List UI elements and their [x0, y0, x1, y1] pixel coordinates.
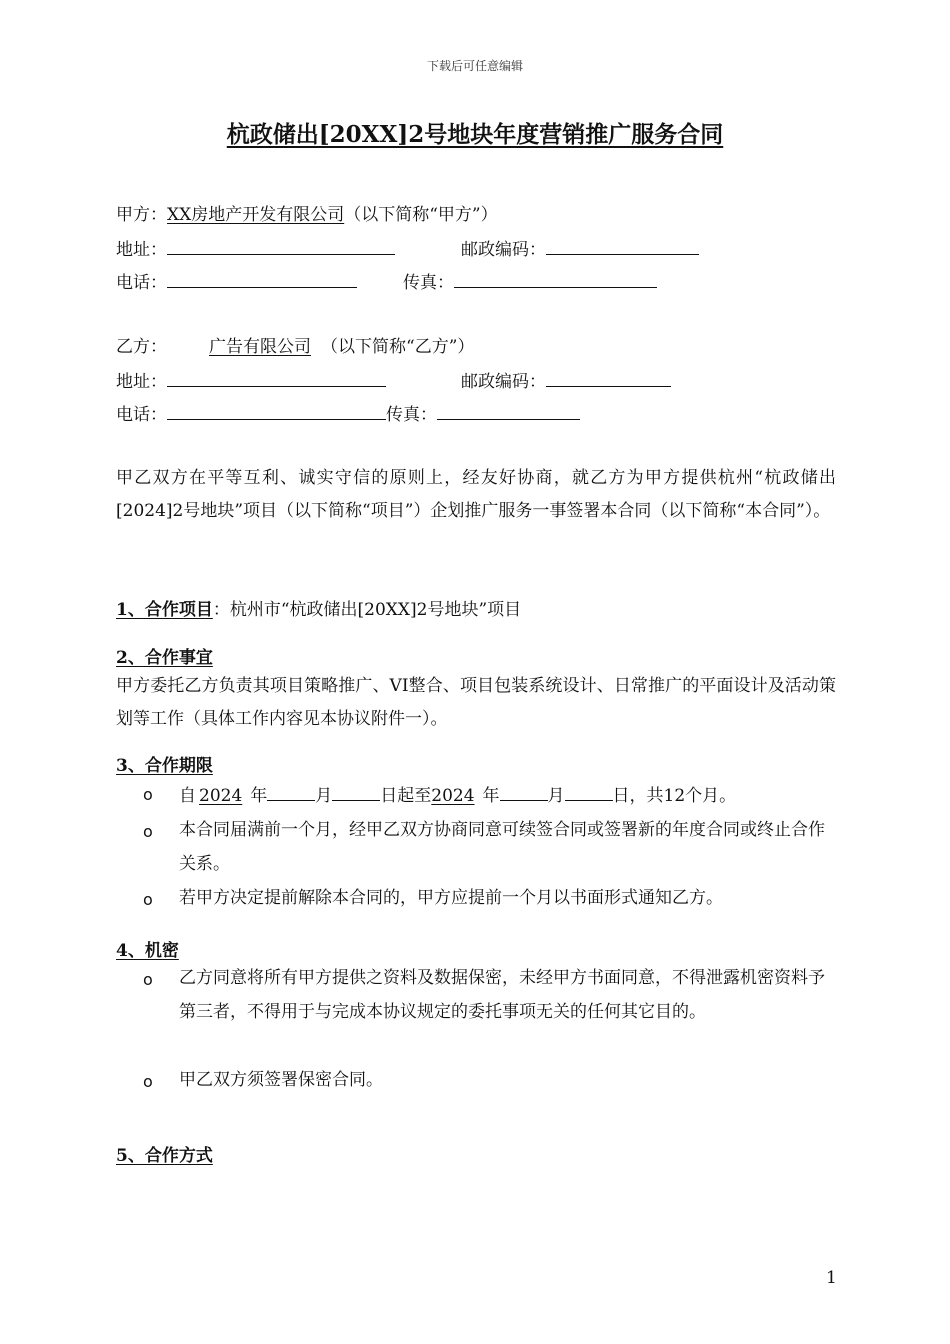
party-a-address-line — [116, 238, 395, 260]
party-b-alias: （以下简称“乙方”） — [321, 337, 475, 357]
party-a-label: 甲方： — [116, 205, 167, 225]
party-a-fax-label: 传真： — [403, 273, 454, 293]
contract-title-text: 杭政储出[20XX]2号地块年度营销推广服务合同 — [226, 121, 724, 148]
party-b-label: 乙方： — [116, 337, 167, 357]
term-month-label-2: 月 — [547, 786, 565, 806]
party-b-name-line — [116, 337, 474, 357]
term-year-label: 年 — [250, 786, 268, 806]
party-a-name-line — [116, 205, 498, 225]
term-month-label: 月 — [315, 786, 333, 806]
section2-text: 甲方委托乙方负责其项目策略推广、VI整合、项目包装系统设计、日常推广的平面设计及活动策划等工作（具体工作内容见本协议附件一）。 — [116, 676, 836, 729]
party-b-postcode-blank[interactable] — [546, 370, 671, 387]
party-b-address-label: 地址： — [116, 372, 167, 392]
party-b-phone-line — [116, 403, 580, 425]
bullet-marker: o — [143, 1072, 153, 1091]
section3-item: 本合同届满前一个月，经甲乙双方协商同意可续签合同或签署新的年度合同或终止合作关系。 — [179, 820, 825, 874]
party-b-name: 广告有限公司 — [209, 337, 311, 357]
term-start-month-blank[interactable] — [267, 784, 315, 801]
section3-heading: 3、合作期限 — [116, 756, 213, 776]
party-b-address-blank[interactable] — [167, 370, 386, 387]
party-a-postcode-blank[interactable] — [546, 238, 699, 255]
party-a-postcode-label: 邮政编码： — [461, 240, 546, 260]
party-a-postcode-line — [461, 238, 699, 260]
term-end-month-blank[interactable] — [500, 784, 548, 801]
section1-heading: 1、合作项目 — [116, 600, 213, 620]
party-b-fax-label: 传真： — [386, 405, 437, 425]
bullet-marker: o — [143, 970, 153, 989]
party-a-phone-line — [116, 271, 357, 293]
term-date-line — [179, 784, 736, 806]
intro-paragraph: 甲乙双方在平等互利、诚实守信的原则上，经友好协商，就乙方为甲方提供杭州“杭政储出[2024]2号地块”项目（以下简称“项目”）企划推广服务一事签署本合同（以下简称“本合同”）。 — [116, 468, 836, 521]
party-a-phone-blank[interactable] — [167, 271, 357, 288]
party-b-postcode-label: 邮政编码： — [461, 372, 546, 392]
bullet-marker: o — [143, 785, 153, 804]
party-b-postcode-line — [461, 370, 671, 392]
party-a-fax-blank[interactable] — [454, 271, 657, 288]
party-a-name: XX房地产开发有限公司 — [167, 205, 345, 225]
section3-item: 若甲方决定提前解除本合同的，甲方应提前一个月以书面形式通知乙方。 — [179, 888, 723, 908]
section4-item: 甲乙双方须签署保密合同。 — [179, 1070, 383, 1090]
party-a-phone-label: 电话： — [116, 273, 167, 293]
party-b-phone-blank[interactable] — [167, 403, 386, 420]
term-end-year[interactable]: 2024 — [431, 786, 475, 806]
party-b-fax-blank[interactable] — [437, 403, 580, 420]
bullet-marker: o — [143, 890, 153, 909]
party-a-address-blank[interactable] — [167, 238, 395, 255]
page-number: 1 — [826, 1268, 837, 1288]
contract-title — [0, 116, 950, 149]
section5-heading: 5、合作方式 — [116, 1146, 213, 1166]
term-start-year[interactable]: 2024 — [199, 786, 243, 806]
term-day-from-label: 日起至 — [380, 786, 432, 806]
section4-heading: 4、机密 — [116, 941, 179, 961]
bullet-marker: o — [143, 822, 153, 841]
term-start-day-blank[interactable] — [332, 784, 380, 801]
section1-line — [116, 600, 521, 620]
party-b-address-line — [116, 370, 386, 392]
term-day-label: 日，共12个月。 — [612, 786, 737, 806]
party-a-fax-line — [403, 271, 657, 293]
term-year-label-2: 年 — [482, 786, 500, 806]
section4-item: 乙方同意将所有甲方提供之资料及数据保密，未经甲方书面同意，不得泄露机密资料予第三者，不得用于与完成本协议规定的委托事项无关的任何其它目的。 — [179, 968, 825, 1022]
section2-heading: 2、合作事宜 — [116, 648, 213, 668]
term-prefix: 自 — [179, 786, 196, 806]
party-b-phone-label: 电话： — [116, 405, 167, 425]
party-a-alias: （以下简称“甲方”） — [344, 205, 498, 225]
section1-text: ：杭州市“杭政储出[20XX]2号地块”项目 — [212, 600, 522, 620]
header-note: 下载后可任意编辑 — [426, 59, 523, 73]
term-end-day-blank[interactable] — [565, 784, 613, 801]
party-a-address-label: 地址： — [116, 240, 167, 260]
